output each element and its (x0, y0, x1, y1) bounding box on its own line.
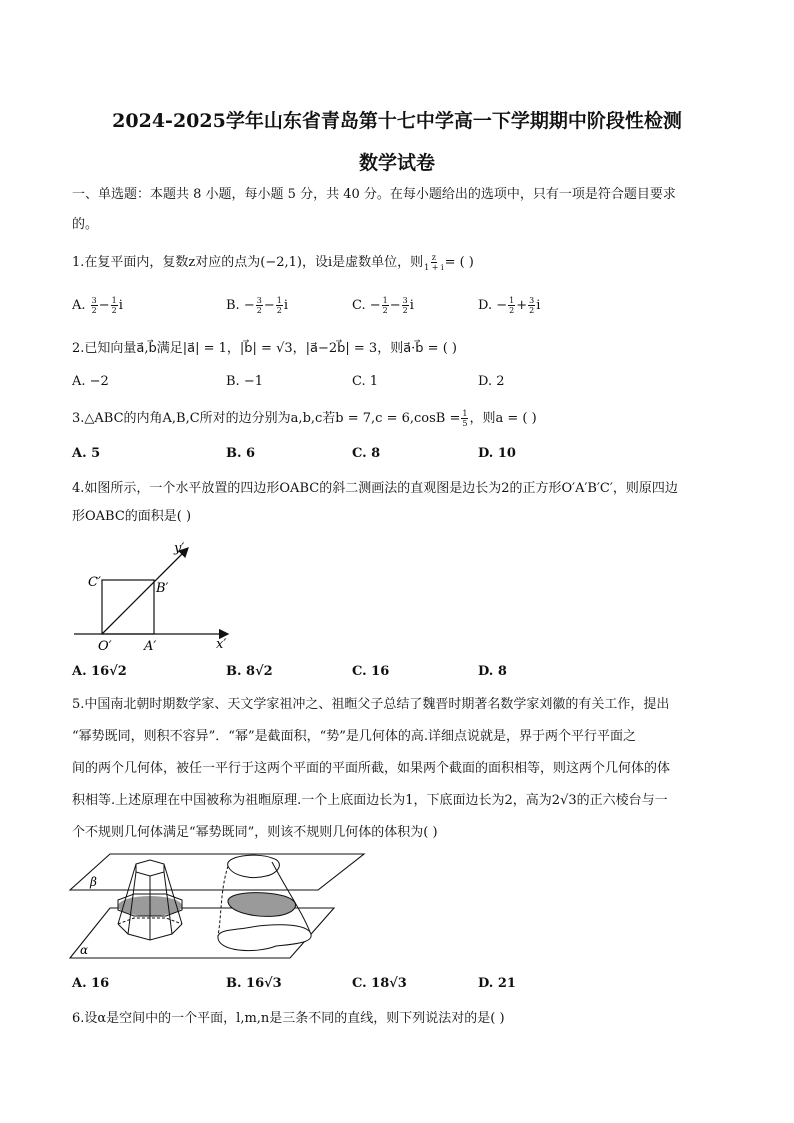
q1-c-prefix: C. − (352, 298, 381, 313)
q1-option-b[interactable] (226, 296, 288, 315)
q3-frac-num: 1 (462, 409, 468, 418)
q1-c-frac2 (402, 296, 409, 315)
q1-a-frac1 (91, 296, 98, 315)
q3-frac-den: 5 (462, 419, 468, 428)
q3-option-c[interactable]: C. 8 (352, 446, 381, 461)
q1-d-tail: i (536, 298, 541, 313)
q1-b-d1: 2 (256, 306, 262, 315)
question-5-stem-line3: 间的两个几何体，被任一平行于这两个平面的平面所截，如果两个截面的面积相等，则这两个几何体的体 (72, 761, 671, 776)
section-heading-cont: 的。 (72, 217, 99, 232)
q1-frac-num: z (431, 253, 436, 262)
question-1-options (72, 296, 732, 316)
q1-b-d2: 2 (276, 306, 282, 315)
q1-option-c[interactable] (352, 296, 414, 315)
question-3-stem (72, 408, 732, 430)
exam-title: 2024-2025学年山东省青岛第十七中学高一下学期期中阶段性检测 (112, 110, 682, 132)
q1-d-op: + (516, 298, 528, 313)
q1-a-d1: 2 (91, 306, 97, 315)
q1-b-frac2 (276, 296, 283, 315)
label-a: A′ (144, 639, 157, 654)
label-o: O′ (98, 639, 112, 654)
q1-b-prefix: B. − (226, 298, 255, 313)
q1-option-a[interactable] (72, 296, 123, 315)
label-beta: β (90, 875, 97, 889)
q1-b-n1: 3 (256, 296, 262, 305)
q1-b-op: − (263, 298, 275, 313)
question-5-stem-line5: 个不规则几何体满足“幂势既同”，则该不规则几何体的体积为( ) (72, 825, 438, 840)
label-c: C′ (88, 575, 101, 590)
q1-d-prefix: D. − (478, 298, 508, 313)
q1-c-n1: 1 (382, 296, 388, 305)
label-alpha: α (80, 943, 89, 957)
q1-frac-den: 1 + i (424, 263, 444, 272)
q1-c-d1: 2 (382, 306, 388, 315)
q1-d-d2: 2 (529, 306, 535, 315)
q1-a-op: − (98, 298, 110, 313)
q1-d-frac2 (528, 296, 535, 315)
question-5-stem-line1: 5.中国南北朝时期数学家、天文学家祖冲之、祖暅父子总结了魏晋时期著名数学家刘徽的有关工作，提出 (72, 697, 670, 712)
q5-option-c[interactable]: C. 18√3 (352, 976, 407, 991)
q1-a-tail: i (118, 298, 123, 313)
question-3-options (72, 446, 732, 466)
q1-d-n1: 1 (509, 296, 515, 305)
q4-option-c[interactable]: C. 16 (352, 664, 390, 679)
q1-c-op: − (389, 298, 401, 313)
label-x: x′ (216, 637, 227, 652)
section-heading: 一、单选题：本题共 8 小题，每小题 5 分，共 40 分。在每小题给出的选项中，只有一项是符合题目要求 (72, 187, 676, 202)
question-5-options (72, 976, 732, 996)
q1-option-d[interactable] (478, 296, 540, 315)
q3-option-a[interactable]: A. 5 (72, 446, 101, 461)
q1-c-d2: 2 (402, 306, 408, 315)
q1-c-n2: 3 (402, 296, 408, 305)
question-4-options (72, 664, 732, 684)
q3-option-d[interactable]: D. 10 (478, 446, 516, 461)
q1-b-tail: i (283, 298, 288, 313)
question-5-stem-line2: “幂势既同，则积不容异”．“幂”是截面积，“势”是几何体的高.详细点说就是，界于两个平行平面之 (72, 729, 637, 744)
question-2-options (72, 374, 732, 394)
plane-beta (70, 854, 364, 890)
q5-option-d[interactable]: D. 21 (478, 976, 516, 991)
q1-a-prefix: A. (72, 298, 90, 313)
q1-a-n2: 1 (111, 296, 117, 305)
label-b: B′ (156, 581, 169, 596)
q4-option-d[interactable]: D. 8 (478, 664, 507, 679)
q3-fraction (461, 409, 468, 428)
q1-a-n1: 3 (91, 296, 97, 305)
q5-option-a[interactable]: A. 16 (72, 976, 110, 991)
y-axis-line (102, 548, 188, 634)
question-1-stem (72, 252, 732, 274)
q4-figure-oblique-square (70, 536, 240, 656)
q3-stem-tail: ，则a = ( ) (469, 411, 537, 426)
q1-b-frac1 (256, 296, 263, 315)
question-2-stem: 2.已知向量a⃗,b⃗满足|a⃗| = 1，|b⃗| = √3，|a⃗−2b⃗| = 3，则a⃗·b⃗ = ( ) (72, 341, 457, 356)
q2-option-b[interactable]: B. −1 (226, 374, 263, 389)
question-5-stem-line4: 积相等.上述原理在中国被称为祖暅原理.一个上底面边长为1，下底面边长为2，高为2√3的正六棱台与一 (72, 793, 668, 808)
q2-option-c[interactable]: C. 1 (352, 374, 379, 389)
question-4-stem-line2: 形OABC的面积是( ) (72, 509, 192, 524)
q2-option-a[interactable]: A. −2 (72, 374, 109, 389)
q1-d-n2: 3 (529, 296, 535, 305)
question-4-stem-line1: 4.如图所示，一个水平放置的四边形OABC的斜二测画法的直观图是边长为2的正方形O′A′B′C′，则原四边 (72, 481, 678, 496)
q3-stem-text: 3.△ABC的内角A,B,C所对的边分别为a,b,c若b = 7,c = 6,cosB = (72, 411, 461, 426)
label-y: y′ (174, 541, 185, 556)
q1-a-frac2 (111, 296, 118, 315)
q5-option-b[interactable]: B. 16√3 (226, 976, 282, 991)
q1-a-d2: 2 (111, 306, 117, 315)
exam-subtitle: 数学试卷 (358, 152, 435, 174)
q1-c-frac1 (382, 296, 389, 315)
q1-stem-tail: = ( ) (444, 255, 474, 270)
q4-option-a[interactable]: A. 16√2 (72, 664, 127, 679)
q1-b-n2: 1 (276, 296, 282, 305)
q1-d-frac1 (508, 296, 515, 315)
q1-c-tail: i (409, 298, 414, 313)
q2-option-d[interactable]: D. 2 (478, 374, 505, 389)
q5-figure-zu-geng-principle (66, 852, 366, 964)
q3-option-b[interactable]: B. 6 (226, 446, 256, 461)
q1-stem-text: 1.在复平面内，复数z对应的点为(−2,1)，设i是虚数单位，则 (72, 255, 424, 270)
q1-d-d1: 2 (509, 306, 515, 315)
q4-option-b[interactable]: B. 8√2 (226, 664, 273, 679)
q1-fraction (424, 253, 443, 272)
question-6-stem: 6.设α是空间中的一个平面，l,m,n是三条不同的直线，则下列说法对的是( ) (72, 1011, 505, 1026)
